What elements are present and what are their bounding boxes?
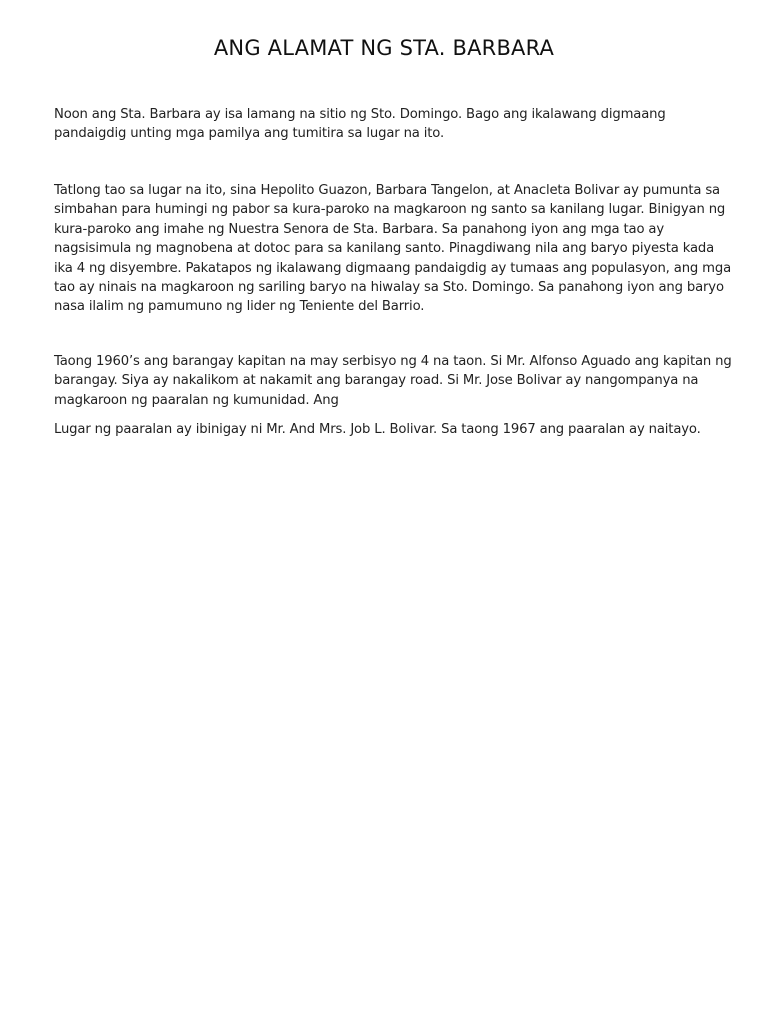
paragraph-4: Lugar ng paaralan ay ibinigay ni Mr. And Mrs. Job L. Bolivar. Sa taong 1967 ang paaralan ay naitayo. bbox=[54, 422, 701, 437]
paragraph-1: Noon ang Sta. Barbara ay isa lamang na sitio ng Sto. Domingo. Bago ang ikalawang digmaang pandaigdig unting mga pamilya ang tumitira sa lugar na ito. bbox=[54, 107, 666, 142]
paragraph-3: Taong 1960’s ang barangay kapitan na may serbisyo ng 4 na taon. Si Mr. Alfonso Aguado ang kapitan ng barangay. Siya ay nakalikom at nakamit ang barangay road. Si Mr. Jose Bolivar ay nangompanya na magkaroon ng paaralan ng kumunidad. Ang bbox=[54, 354, 732, 408]
page-title: ANG ALAMAT NG STA. BARBARA bbox=[213, 36, 555, 60]
paragraph-2: Tatlong tao sa lugar na ito, sina Hepolito Guazon, Barbara Tangelon, at Anacleta Bolivar ay pumunta sa simbahan para humingi ng pabor sa kura-paroko na magkaroon ng santo sa kanilang lugar. Binigyan ng kura-paroko ang imahe ng Nuestra Senora de Sta. Barbara. Sa panahong iyon ang mga tao ay nagsisimula ng magnobena at dotoc para sa kanilang santo. Pinagdiwang nila ang baryo piyesta kada ika 4 ng disyembre. Pakatapos ng ikalawang digmaang pandaigdig ay tumaas ang populasyon, ang mga tao ay ninais na magkaroon ng sariling baryo na hiwalay sa Sto. Domingo. Sa panahong iyon ang baryo nasa ilalim ng pamumuno ng lider ng Teniente del Barrio. bbox=[54, 183, 732, 315]
